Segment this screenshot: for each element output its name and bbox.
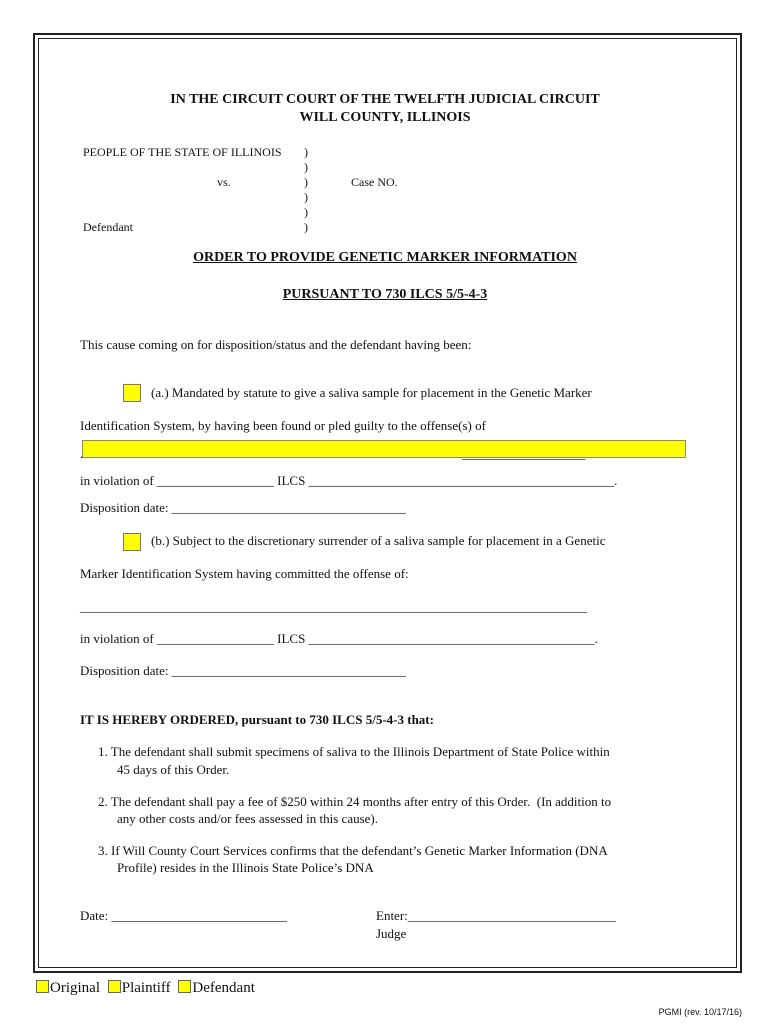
order-item: 2. The defendant shall pay a fee of $250 within 24 months after entry of this Order. (In addition to — [98, 794, 612, 809]
option-a-text-line2: Identification System, by having been found or pled guilty to the offense(s) of — [80, 418, 486, 433]
form-number: PGMI (rev. 10/17/16) — [658, 1007, 742, 1017]
judge-label: Judge — [376, 926, 407, 941]
plaintiff-name: PEOPLE OF THE STATE OF ILLINOIS — [83, 145, 282, 159]
option-a-text: (a.) Mandated by statute to give a saliva sample for placement in the Genetic Marker — [151, 385, 592, 400]
defendant-copy-label: Defendant — [192, 980, 255, 996]
offense-field-dot: . — [80, 446, 84, 461]
defendant-copy-checkbox[interactable] — [178, 980, 191, 993]
versus-label: vs. — [217, 175, 231, 189]
copy-distribution — [36, 980, 259, 997]
court-heading: IN THE CIRCUIT COURT OF THE TWELFTH JUDICIAL CIRCUIT — [170, 92, 600, 107]
plaintiff-copy-label: Plaintiff — [121, 980, 171, 996]
option-b-text-line2: Marker Identification System having committed the offense of: — [80, 566, 409, 581]
defendant-label: Defendant — [83, 220, 133, 234]
caption-paren: ) — [304, 190, 308, 204]
option-b-disposition-date: Disposition date: ____________________________________ — [80, 663, 406, 678]
offense-input-field[interactable] — [82, 440, 686, 458]
case-number-label: Case NO. — [351, 175, 398, 189]
order-item-continued: 45 days of this Order. — [117, 762, 230, 777]
enter-signature-line: Enter:________________________________ — [376, 908, 616, 923]
order-subtitle: PURSUANT TO 730 ILCS 5/5-4-3 — [282, 287, 488, 302]
caption-paren: ) — [304, 220, 308, 234]
option-b-checkbox[interactable] — [123, 533, 141, 551]
county-heading: WILL COUNTY, ILLINOIS — [299, 110, 471, 125]
option-a-disposition-date: Disposition date: ____________________________________ — [80, 500, 406, 515]
original-copy-label: Original — [50, 980, 100, 996]
option-a-checkbox[interactable] — [123, 384, 141, 402]
order-item: 3. If Will County Court Services confirms that the defendant’s Genetic Marker Information (DNA — [98, 843, 608, 858]
caption-paren: ) — [304, 175, 308, 189]
caption-paren: ) — [304, 145, 308, 159]
caption-paren: ) — [304, 205, 308, 219]
offense-field-line: ___________________ — [462, 446, 586, 461]
caption-paren: ) — [304, 160, 308, 174]
date-signature-line: Date: ___________________________ — [80, 908, 287, 923]
order-item-continued: any other costs and/or fees assessed in this cause). — [117, 811, 379, 826]
ordered-heading: IT IS HEREBY ORDERED, pursuant to 730 ILCS 5/5-4-3 that: — [80, 712, 434, 727]
option-b-offense-line: ______________________________________________________________________________ — [80, 599, 587, 614]
option-a-violation: in violation of __________________ ILCS _______________________________________________. — [80, 473, 618, 488]
order-item-continued: Profile) resides in the Illinois State Police’s DNA — [117, 860, 374, 875]
original-copy-checkbox[interactable] — [36, 980, 49, 993]
intro-text: This cause coming on for disposition/status and the defendant having been: — [80, 337, 472, 352]
order-item: 1. The defendant shall submit specimens of saliva to the Illinois Department of State Police within — [98, 744, 610, 759]
order-title: ORDER TO PROVIDE GENETIC MARKER INFORMATION — [193, 250, 577, 265]
option-b-text: (b.) Subject to the discretionary surrender of a saliva sample for placement in a Genetic — [151, 533, 606, 548]
option-b-violation: in violation of __________________ ILCS ____________________________________________. — [80, 631, 598, 646]
plaintiff-copy-checkbox[interactable] — [108, 980, 121, 993]
